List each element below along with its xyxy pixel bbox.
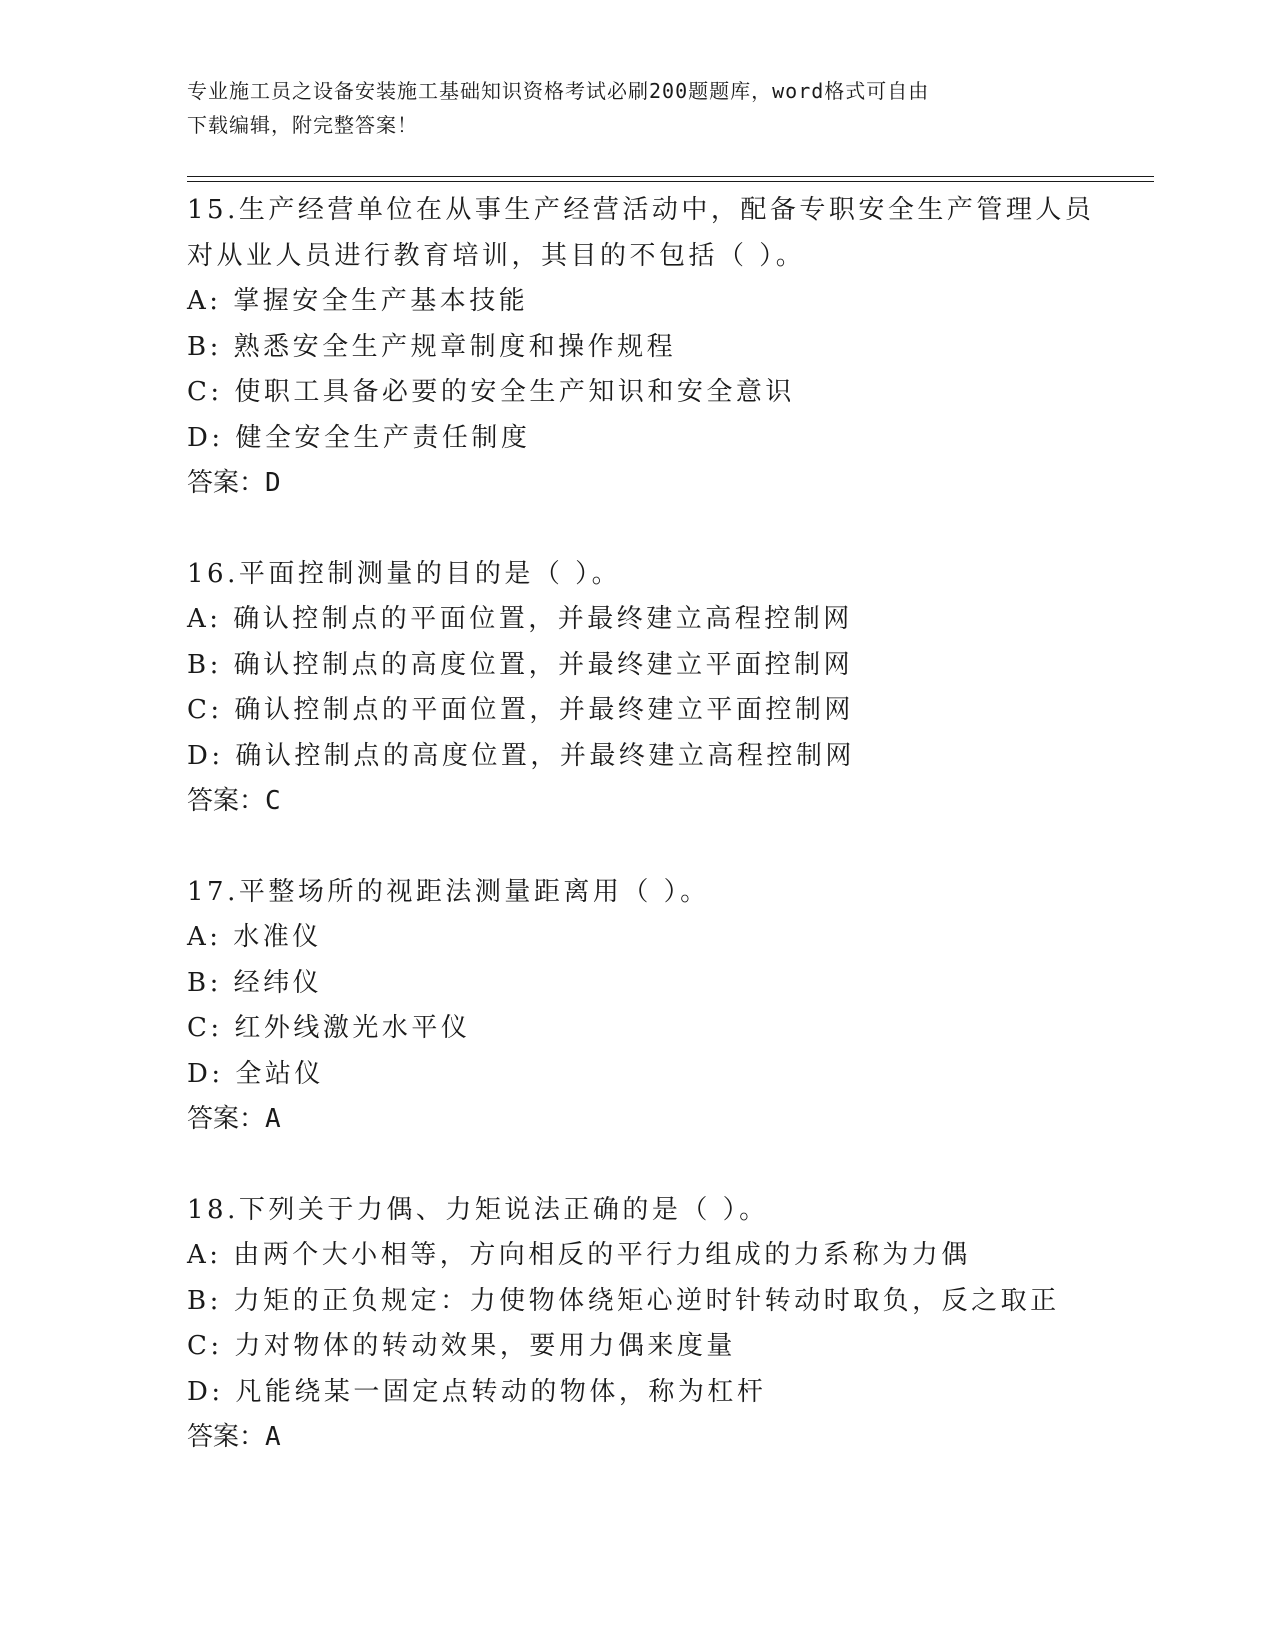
question-stem: 18.下列关于力偶、力矩说法正确的是（ ）。 — [187, 1194, 769, 1225]
question-stem: 对从业人员进行教育培训，其目的不包括（ ）。 — [187, 240, 806, 271]
option-c: C: 使职工具备必要的安全生产知识和安全意识 — [187, 377, 795, 407]
question-stem: 15.生产经营单位在从事生产经营活动中，配备专职安全生产管理人员 — [187, 195, 1095, 225]
option-a: A: 掌握安全生产基本技能 — [187, 286, 529, 316]
option-a: A: 确认控制点的平面位置，并最终建立高程控制网 — [187, 604, 853, 634]
answer — [187, 779, 1087, 825]
answer — [187, 461, 1087, 507]
option-c: C: 力对物体的转动效果，要用力偶来度量 — [187, 1331, 736, 1361]
header-divider-bottom — [187, 181, 1154, 182]
answer-label: 答案： — [187, 468, 266, 498]
question-18 — [187, 1188, 1087, 1461]
header-line-2: 下载编辑，附完整答案！ — [187, 113, 418, 137]
answer-value: A — [265, 1422, 281, 1452]
option-a: A: 水准仪 — [187, 922, 322, 952]
question-list — [187, 188, 1095, 1506]
answer-value: D — [265, 468, 281, 498]
document-header — [187, 74, 1067, 142]
option-c: C: 红外线激光水平仪 — [187, 1013, 471, 1043]
question-15 — [187, 188, 1095, 507]
answer — [187, 1415, 1087, 1461]
option-d: D: 健全安全生产责任制度 — [187, 422, 531, 453]
option-b: B: 确认控制点的高度位置，并最终建立平面控制网 — [187, 649, 854, 680]
option-d: D: 确认控制点的高度位置，并最终建立高程控制网 — [187, 740, 855, 771]
header-line-1: 专业施工员之设备安装施工基础知识资格考试必刷200题题库，word格式可自由 — [187, 79, 930, 103]
question-stem: 17.平整场所的视距法测量距离用（ ）。 — [187, 876, 710, 907]
option-b: B: 力矩的正负规定：力使物体绕矩心逆时针转动时取负，反之取正 — [187, 1285, 1060, 1316]
header-divider-top — [187, 176, 1154, 177]
answer-label: 答案： — [187, 1104, 266, 1134]
option-d: D: 凡能绕某一固定点转动的物体，称为杠杆 — [187, 1376, 767, 1407]
option-c: C: 确认控制点的平面位置，并最终建立平面控制网 — [187, 695, 854, 725]
option-b: B: 经纬仪 — [187, 967, 323, 998]
answer-value: A — [265, 1104, 281, 1134]
option-b: B: 熟悉安全生产规章制度和操作规程 — [187, 331, 677, 362]
answer-label: 答案： — [187, 786, 266, 816]
question-stem: 16.平面控制测量的目的是（ ）。 — [187, 558, 622, 589]
question-17 — [187, 870, 1087, 1143]
question-16 — [187, 552, 1087, 825]
answer — [187, 1097, 1087, 1143]
answer-label: 答案： — [187, 1422, 266, 1452]
option-a: A: 由两个大小相等，方向相反的平行力组成的力系称为力偶 — [187, 1240, 971, 1270]
answer-value: C — [265, 786, 281, 816]
option-d: D: 全站仪 — [187, 1058, 324, 1089]
